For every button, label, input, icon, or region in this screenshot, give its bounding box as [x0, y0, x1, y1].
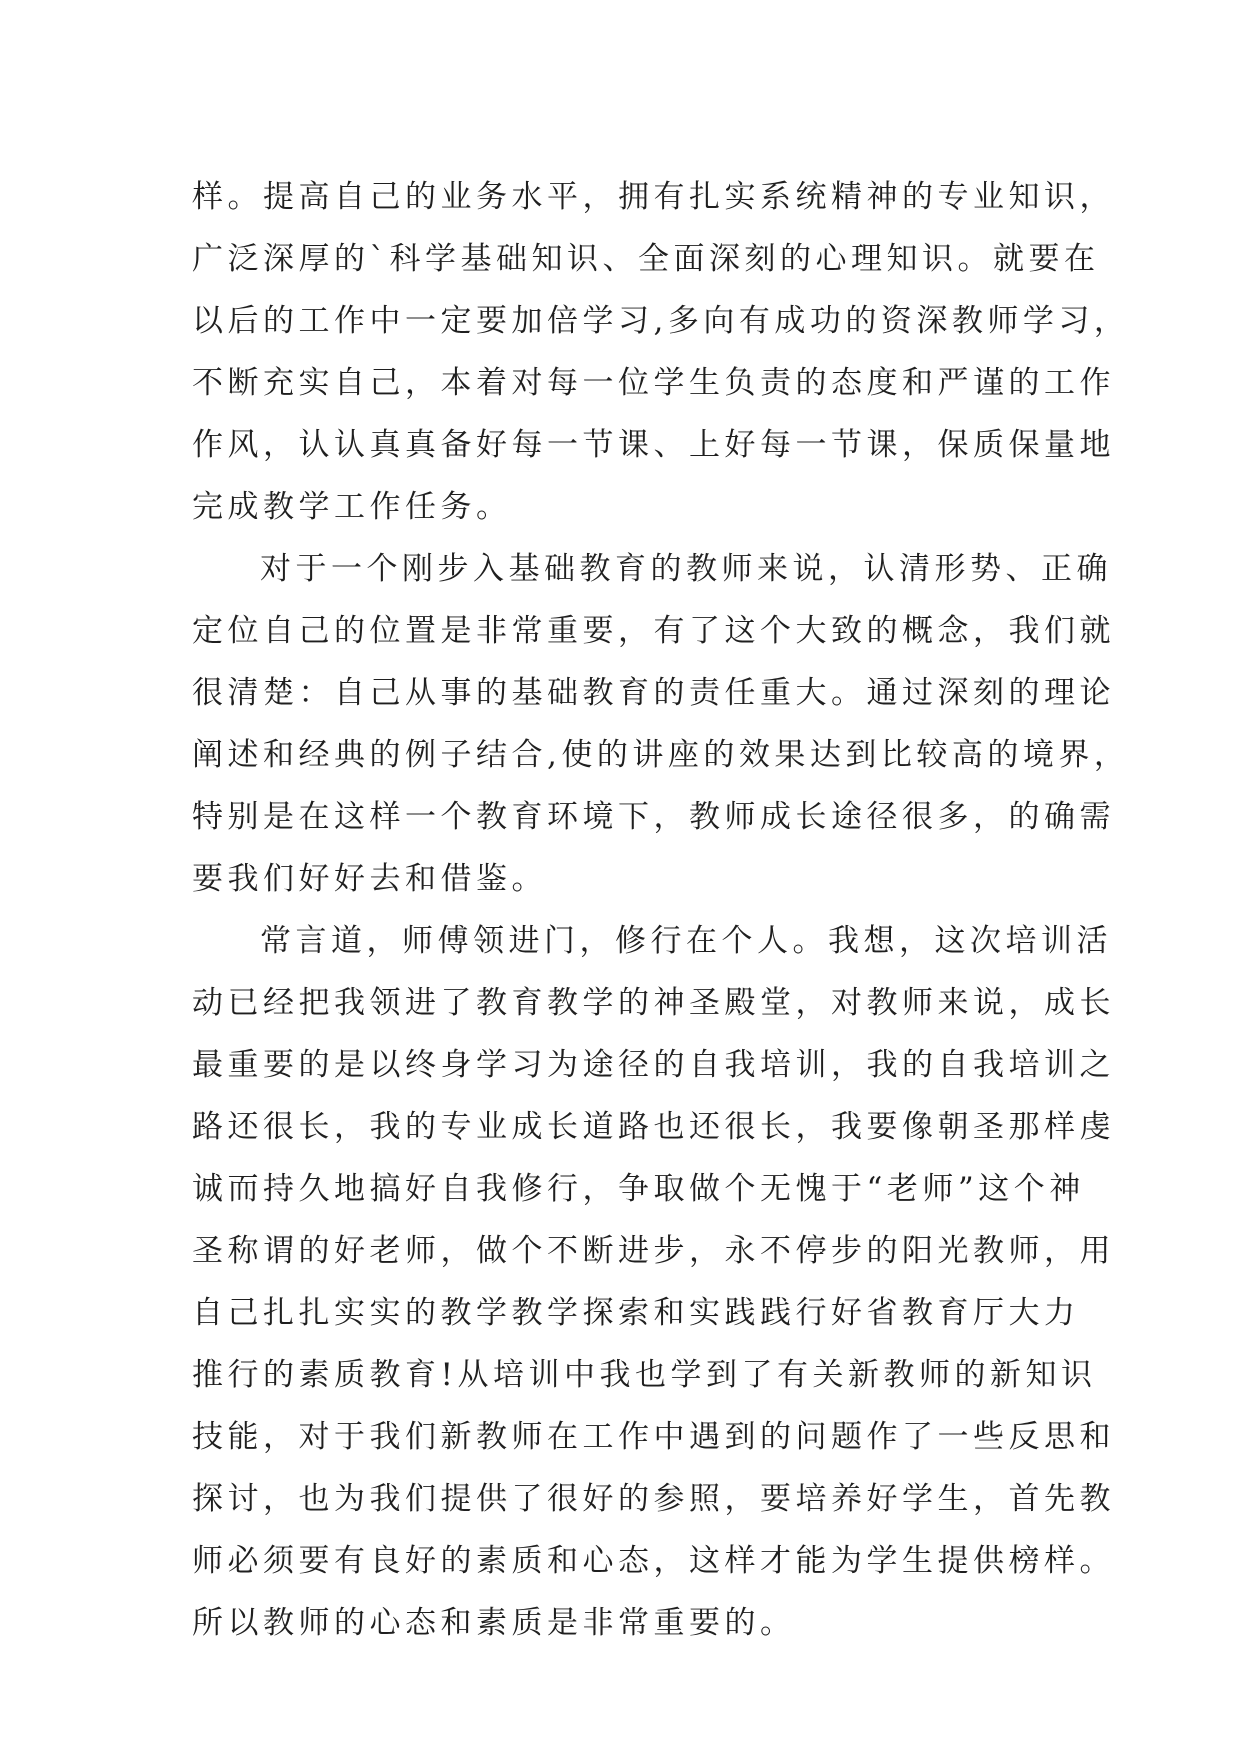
text-line: 对于一个刚步入基础教育的教师来说，认清形势、正确 [260, 551, 1112, 587]
paragraph-2 [192, 538, 1130, 910]
paragraph-1 [192, 166, 1130, 538]
text-line: 圣称谓的好老师，做个不断进步，永不停步的阳光教师，用 [192, 1233, 1115, 1269]
text-line: 诚而持久地搞好自我修行，争取做个无愧于“老师”这个神 [192, 1171, 1085, 1207]
text-line: 样。提高自己的业务水平，拥有扎实系统精神的专业知识， [192, 179, 1115, 215]
text-line: 阐述和经典的例子结合,使的讲座的效果达到比较高的境界， [192, 737, 1130, 773]
text-line: 技能，对于我们新教师在工作中遇到的问题作了一些反思和 [192, 1419, 1115, 1455]
text-line: 师必须要有良好的素质和心态，这样才能为学生提供榜样。 [192, 1543, 1115, 1579]
document-body [192, 166, 1130, 1654]
text-line: 以后的工作中一定要加倍学习,多向有成功的资深教师学习， [192, 303, 1130, 339]
text-line: 所以教师的心态和素质是非常重要的。 [192, 1605, 796, 1641]
text-line: 作风，认认真真备好每一节课、上好每一节课，保质保量地 [192, 427, 1115, 463]
text-line: 要我们好好去和借鉴。 [192, 861, 547, 897]
text-line: 不断充实自己，本着对每一位学生负责的态度和严谨的工作 [192, 365, 1115, 401]
text-line: 常言道，师傅领进门，修行在个人。我想，这次培训活 [260, 923, 1112, 959]
text-line: 广泛深厚的`科学基础知识、全面深刻的心理知识。就要在 [192, 241, 1100, 277]
paragraph-3 [192, 910, 1115, 1654]
text-line: 推行的素质教育!从培训中我也学到了有关新教师的新知识 [192, 1357, 1097, 1393]
text-line: 很清楚：自己从事的基础教育的责任重大。通过深刻的理论 [192, 675, 1115, 711]
text-line: 定位自己的位置是非常重要，有了这个大致的概念，我们就 [192, 613, 1115, 649]
text-line: 最重要的是以终身学习为途径的自我培训，我的自我培训之 [192, 1047, 1115, 1083]
text-line: 动已经把我领进了教育教学的神圣殿堂，对教师来说，成长 [192, 985, 1115, 1021]
text-line: 自己扎扎实实的教学教学探索和实践践行好省教育厅大力 [192, 1295, 1080, 1331]
text-line: 完成教学工作任务。 [192, 489, 512, 525]
text-line: 特别是在这样一个教育环境下，教师成长途径很多，的确需 [192, 799, 1115, 835]
text-line: 探讨，也为我们提供了很好的参照，要培养好学生，首先教 [192, 1481, 1115, 1517]
text-line: 路还很长，我的专业成长道路也还很长，我要像朝圣那样虔 [192, 1109, 1115, 1145]
